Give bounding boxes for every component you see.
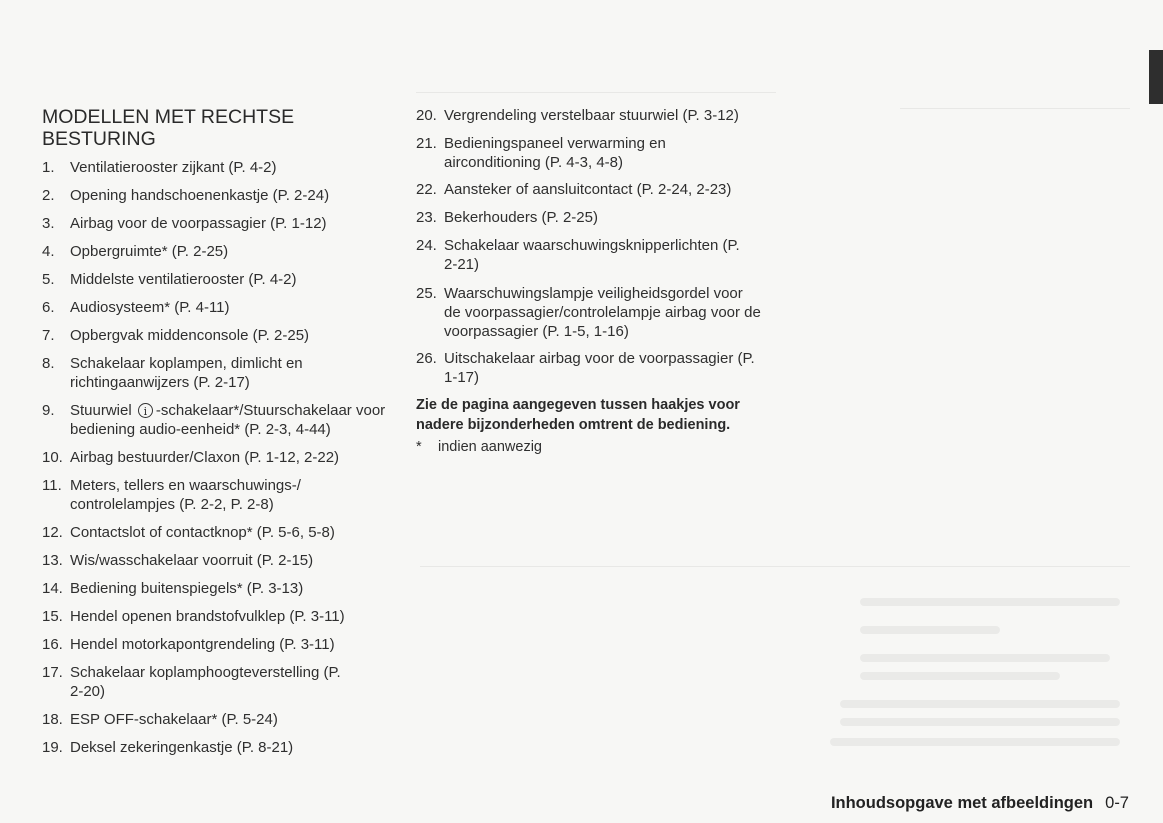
item-number: 3. xyxy=(42,215,55,232)
item-text: Meters, tellers en waarschuwings-/ controlelampjes (P. 2-2, P. 2-8) xyxy=(70,477,301,513)
item-text: Waarschuwingslampje veiligheidsgordel voor de voorpassagier/controlelampje airbag voor de voorpassagier (P. 1-5, 1-16) xyxy=(444,285,761,340)
item-text: Uitschakelaar airbag voor de voorpassagier (P. 1-17) xyxy=(444,350,755,386)
item-number: 20. xyxy=(416,107,437,124)
item-text-after-icon: -schakelaar*/Stuurschakelaar voor bediening audio-eenheid* (P. 2-3, 4-44) xyxy=(70,402,386,438)
list-item xyxy=(416,349,756,387)
list-item xyxy=(416,106,776,125)
list-item xyxy=(42,523,387,542)
list-item xyxy=(416,180,776,199)
list-item xyxy=(416,208,776,227)
footnote xyxy=(416,438,542,457)
item-text: Vergrendeling verstelbaar stuurwiel (P. 3-12) xyxy=(444,107,739,124)
list-item xyxy=(416,284,761,341)
section-title: MODELLEN MET RECHTSE BESTURING xyxy=(42,106,295,150)
list-item xyxy=(42,158,387,177)
bleed-through-text xyxy=(860,626,1000,634)
item-number: 12. xyxy=(42,524,63,541)
item-text: Hendel openen brandstofvulklep (P. 3-11) xyxy=(70,608,345,625)
page-footer xyxy=(831,794,1129,813)
item-number: 2. xyxy=(42,187,55,204)
item-number: 18. xyxy=(42,711,63,728)
item-text: Audiosysteem* (P. 4-11) xyxy=(70,299,230,316)
item-number: 8. xyxy=(42,355,55,372)
list-item xyxy=(42,738,387,757)
list-item xyxy=(42,551,387,570)
list-item xyxy=(42,298,387,317)
list-item xyxy=(42,448,387,467)
list-item xyxy=(416,236,746,274)
item-text: Schakelaar koplamphoogteverstelling (P. 2-20) xyxy=(70,664,341,700)
bleed-through-rule xyxy=(416,92,776,93)
item-number: 17. xyxy=(42,664,63,681)
list-item xyxy=(42,710,387,729)
item-number: 23. xyxy=(416,209,437,226)
item-text: Opening handschoenenkastje (P. 2-24) xyxy=(70,187,330,204)
item-number: 10. xyxy=(42,449,63,466)
item-number: 24. xyxy=(416,237,437,254)
bleed-through-text xyxy=(860,654,1110,662)
list-item xyxy=(42,607,387,626)
item-text: Aansteker of aansluitcontact (P. 2-24, 2-23) xyxy=(444,181,732,198)
list-item xyxy=(42,242,387,261)
bleed-through-text xyxy=(830,738,1120,746)
item-number: 16. xyxy=(42,636,63,653)
bleed-through-text xyxy=(840,718,1120,726)
item-text: Hendel motorkapontgrendeling (P. 3-11) xyxy=(70,636,335,653)
item-number: 14. xyxy=(42,580,63,597)
item-text: Schakelaar waarschuwingsknipperlichten (P. 2-21) xyxy=(444,237,740,273)
list-item xyxy=(42,326,387,345)
item-text: Bedieningspaneel verwarming en airconditioning (P. 4-3, 4-8) xyxy=(444,135,666,171)
item-text: Opbergvak middenconsole (P. 2-25) xyxy=(70,327,310,344)
item-text: Middelste ventilatierooster (P. 4-2) xyxy=(70,271,297,288)
bleed-through-text xyxy=(860,598,1120,606)
item-text xyxy=(42,401,387,439)
bleed-through-rule xyxy=(420,566,1130,567)
item-text: Opbergruimte* (P. 2-25) xyxy=(70,243,229,260)
item-number: 9. xyxy=(42,402,55,419)
list-item xyxy=(42,401,387,439)
footnote-mark: * xyxy=(416,439,422,455)
reference-note: Zie de pagina aangegeven tussen haakjes voor nadere bijzonderheden omtrent de bediening. xyxy=(416,397,740,433)
bleed-through-text xyxy=(860,672,1060,680)
item-text: Deksel zekeringenkastje (P. 8-21) xyxy=(70,739,294,756)
item-text: Wis/wasschakelaar voorruit (P. 2-15) xyxy=(70,552,314,569)
item-text: Ventilatierooster zijkant (P. 4-2) xyxy=(70,159,277,176)
list-item xyxy=(416,134,716,172)
item-text-before-icon: Stuurwiel xyxy=(70,402,132,419)
item-number: 25. xyxy=(416,285,437,302)
item-number: 15. xyxy=(42,608,63,625)
list-item xyxy=(42,186,387,205)
list-item xyxy=(42,270,387,289)
chapter-thumb-tab xyxy=(1149,50,1163,104)
list-item xyxy=(42,635,387,654)
item-number: 19. xyxy=(42,739,63,756)
info-circle-icon: i xyxy=(138,403,153,418)
item-text: ESP OFF-schakelaar* (P. 5-24) xyxy=(70,711,278,728)
item-number: 11. xyxy=(42,477,62,494)
item-number: 7. xyxy=(42,327,55,344)
item-text: Airbag voor de voorpassagier (P. 1-12) xyxy=(70,215,327,232)
list-item xyxy=(42,579,387,598)
item-number: 13. xyxy=(42,552,63,569)
chapter-title: Inhoudsopgave met afbeeldingen xyxy=(830,794,1094,812)
item-number: 6. xyxy=(42,299,55,316)
item-text: Contactslot of contactknop* (P. 5-6, 5-8) xyxy=(70,524,335,541)
item-text: Airbag bestuurder/Claxon (P. 1-12, 2-22) xyxy=(70,449,340,466)
item-number: 21. xyxy=(416,135,437,152)
list-item xyxy=(42,354,342,392)
list-item xyxy=(42,476,342,514)
item-text: Schakelaar koplampen, dimlicht en richtingaanwijzers (P. 2-17) xyxy=(70,355,303,391)
item-text: Bekerhouders (P. 2-25) xyxy=(444,209,598,226)
list-item xyxy=(42,214,387,233)
item-text: Bediening buitenspiegels* (P. 3-13) xyxy=(70,580,304,597)
item-number: 5. xyxy=(42,271,55,288)
item-number: 22. xyxy=(416,181,437,198)
item-number: 1. xyxy=(42,159,55,176)
page-number: 0-7 xyxy=(1105,794,1129,812)
item-number: 4. xyxy=(42,243,55,260)
list-item xyxy=(42,663,342,701)
item-number: 26. xyxy=(416,350,437,367)
footnote-text: indien aanwezig xyxy=(438,439,542,455)
bleed-through-rule xyxy=(900,108,1130,109)
bleed-through-text xyxy=(840,700,1120,708)
